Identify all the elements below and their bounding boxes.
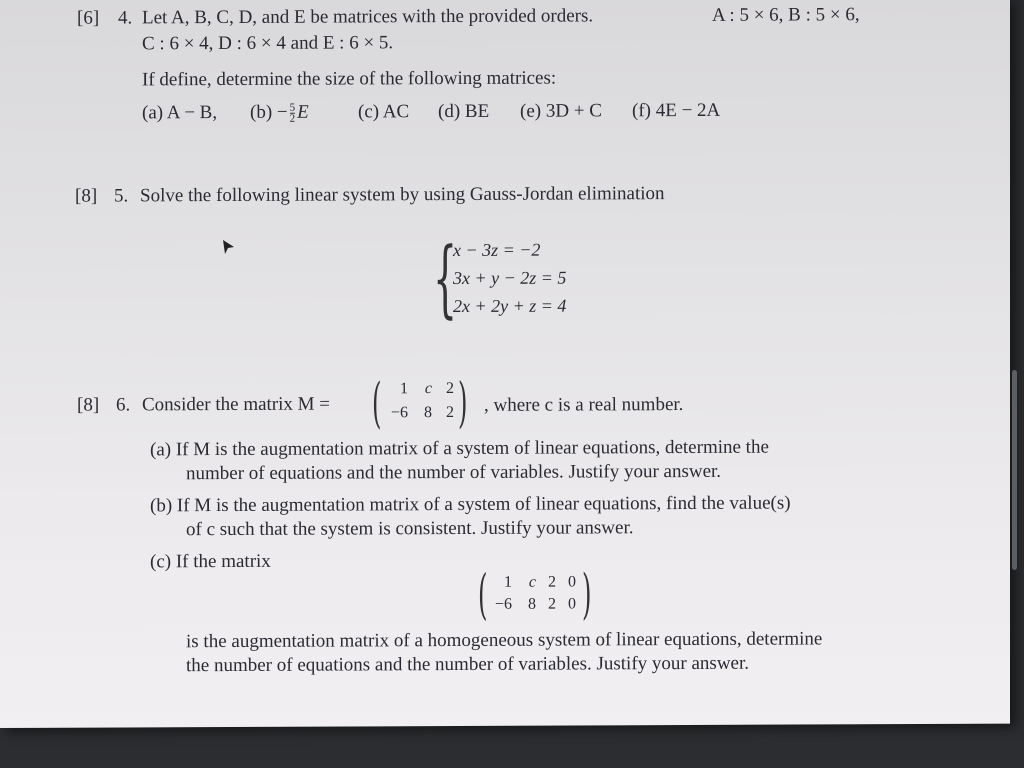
q6-a-line2: number of equations and the number of variables. Justify your answer. <box>186 460 722 485</box>
matrix-cell: 1 <box>400 380 408 398</box>
q4-part-f: (f) 4E − 2A <box>632 99 721 122</box>
q6-b-line1: (b) If M is the augmentation matrix of a system of linear equations, find the value(s) <box>150 492 791 517</box>
q5-text: Solve the following linear system by using Gauss-Jordan elimination <box>140 183 665 207</box>
matrix-cell: 8 <box>424 404 432 422</box>
q4-orders: A : 5 × 6, B : 5 × 6, <box>712 4 860 26</box>
q6-after: , where c is a real number. <box>484 394 684 416</box>
q4-part-d: (d) BE <box>438 100 490 123</box>
equation-2: 3x + y − 2z = 5 <box>453 267 567 289</box>
q6-intro: Consider the matrix M = <box>142 393 331 416</box>
q6-points: [8] <box>77 394 100 416</box>
q4-line3: If define, determine the size of the following matrices: <box>142 67 557 91</box>
matrix-cell: 2 <box>446 404 454 422</box>
q6-c-line2: is the augmentation matrix of a homogeneous system of linear equations, determine <box>186 628 823 653</box>
matrix-m: ( 1 c 2 −6 8 2 ) <box>372 370 468 435</box>
q6-c-line1: (c) If the matrix <box>150 550 271 573</box>
matrix-cell: c <box>528 573 536 591</box>
matrix-cell: 2 <box>548 573 556 591</box>
q6-c-line3: the number of equations and the number of variables. Justify your answer. <box>186 652 749 677</box>
q5-number: 5. <box>114 185 129 207</box>
q4-line2: C : 6 × 4, D : 6 × 4 and E : 6 × 5. <box>142 32 394 55</box>
matrix-cell: 2 <box>446 380 454 398</box>
matrix-cell: 8 <box>528 595 536 613</box>
matrix-cell: −6 <box>494 595 512 613</box>
system-brace: { <box>433 229 458 328</box>
q4-part-e: (e) 3D + C <box>520 100 602 122</box>
q4-points: [6] <box>77 7 100 29</box>
matrix-cell: c <box>424 380 432 398</box>
q6-b-line2: of c such that the system is consistent. Justify your answer. <box>186 517 634 541</box>
equation-3: 2x + 2y + z = 4 <box>453 295 567 317</box>
matrix-cell: 1 <box>504 573 512 591</box>
matrix-cell: 2 <box>548 595 556 613</box>
q6-a-line1: (a) If M is the augmentation matrix of a system of linear equations, determine the <box>150 436 769 461</box>
q4-number: 4. <box>118 7 133 29</box>
q6-number: 6. <box>116 394 131 416</box>
linear-system <box>433 229 653 328</box>
equation-1: x − 3z = −2 <box>453 239 541 261</box>
q4-line1: Let A, B, C, D, and E be matrices with the provided orders. <box>142 5 594 29</box>
matrix-cell: 0 <box>568 595 576 613</box>
q5-points: [8] <box>75 185 98 207</box>
scrollbar[interactable] <box>1012 370 1017 570</box>
q4-part-b: (b) − $\frac{5}{2}$ E <box>250 101 309 125</box>
q4-part-a: (a) A − B, <box>142 102 218 124</box>
matrix-cell: −6 <box>390 404 408 422</box>
matrix-homogeneous: ( 1 c 2 0 −6 8 2 0 ) <box>478 562 592 626</box>
q4-part-c: (c) AC <box>358 101 410 123</box>
matrix-cell: 0 <box>568 573 576 591</box>
